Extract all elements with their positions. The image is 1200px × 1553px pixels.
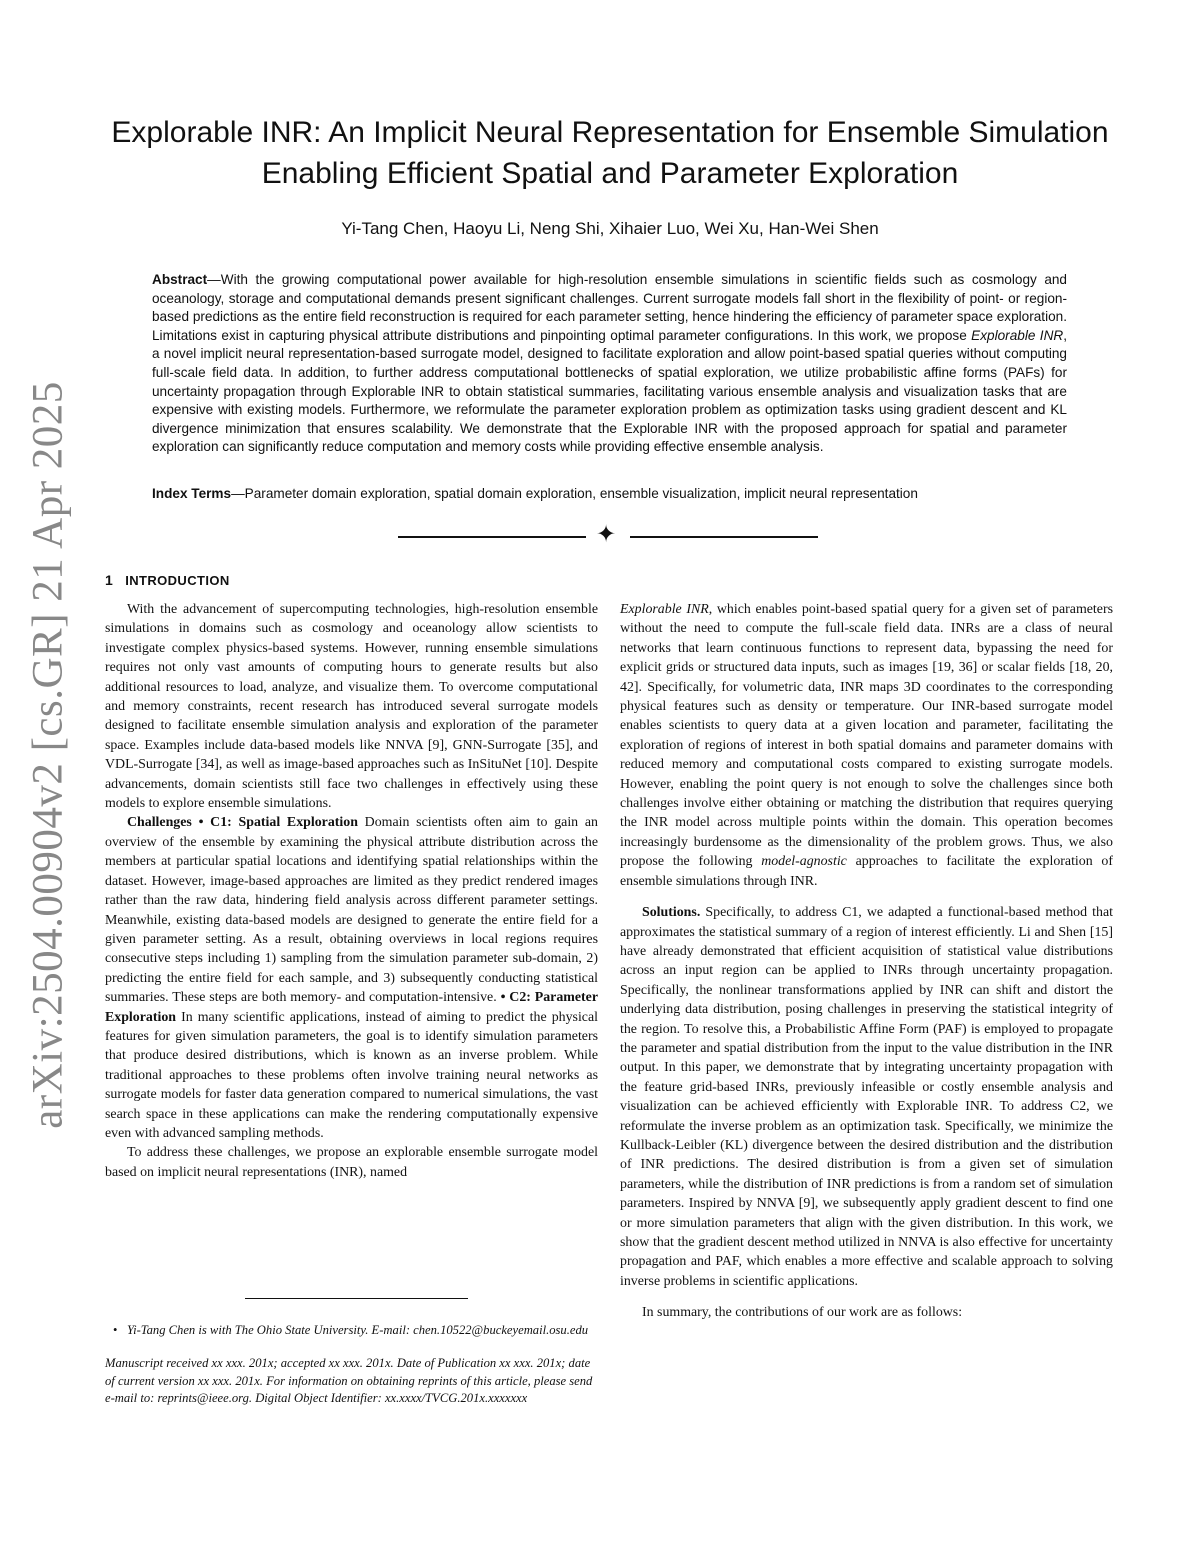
intro-paragraph-3: To address these challenges, we propose an explorable ensemble surrogate model based on implicit neural representations (INR), named (105, 1145, 598, 1180)
arxiv-side-stamp: arXiv:2504.00904v2 [cs.GR] 21 Apr 2025 (24, 381, 72, 1129)
section-number: 1 (105, 572, 114, 588)
solutions-text: Specifically, to address C1, we adapted a functional-based method that approximates the statistical summary of a region of interest efficiently. Li and Shen [15] have already demonstrated that efficient acquisition of statistical value distributions across an input region can be applied to INRs through uncertainty propagation. Specifically, the nonlinear transformations applied by INR can shift and distort the underlying data distribution, posing challenges in preserving the statistical integrity of the region. To resolve this, a Probabilistic Affine Form (PAF) is employed to propagate the parameter and spatial distribution from the input to the value distribution in the INR output. In this paper, we demonstrate that by integrating uncertainty propagation with the feature grid-based INRs, previously infeasible or costly ensemble analysis and visualization can be achieved efficiently with Explorable INR. To address C2, we reformulate the inverse problem as an optimization task. Specifically, we minimize the Kullback-Leibler (KL) divergence between the desired distribution and the distribution of INR predictions. The desired distribution is from a given set of simulation parameters, while the distribution of INR predictions is from a random set of simulation parameters. Inspired by NNVA [9], we subsequently apply gradient descent to find one or more simulation parameters that align with the given distribution. In this work, we show that the gradient descent method utilized in NNVA is also effective for uncertainty propagation and PAF, which enables a more effective and scalable approach to solving inverse problems in scientific applications. (620, 905, 1113, 1289)
challenge-c1-heading: Challenges • C1: Spatial Exploration (127, 815, 358, 831)
intro-paragraph-challenges (105, 813, 598, 1143)
index-terms (152, 485, 1067, 504)
footnote-affiliation-text: Yi-Tang Chen is with The Ohio State University. E-mail: chen.10522@buckeyemail.osu.edu (127, 1323, 589, 1337)
index-terms-text: —Parameter domain exploration, spatial domain exploration, ensemble visualization, implicit neural representation (231, 486, 918, 501)
right-paragraph-1 (620, 600, 1113, 891)
right-column (620, 600, 1113, 1323)
divider-line-left (398, 536, 586, 538)
footnote-affiliation (105, 1322, 598, 1339)
paper-title: Explorable INR: An Implicit Neural Representation for Ensemble Simulation Enabling Efficient Spatial and Parameter Exploration (111, 116, 1109, 190)
section-title: INTRODUCTION (125, 573, 230, 588)
challenge-c2-heading: • C2: Parameter Exploration (105, 990, 598, 1025)
solutions-paragraph (620, 903, 1113, 1291)
challenge-c2-text: In many scientific applications, instead of aiming to predict the physical features for given simulation parameters, the goal is to identify simulation parameters that produce desired distributions, which is known as an inverse problem. While traditional approaches to these problems often involve training neural networks as surrogate models for faster data generation compared to numerical simulations, the vast search space in these applications can make the rendering computationally expensive even with advanced sampling methods. (105, 1009, 598, 1141)
right-emphasis-model-agnostic: model-agnostic (761, 854, 847, 870)
intro-paragraph-1: With the advancement of supercomputing technologies, high-resolution ensemble simulations in domains such as cosmology and oceanology allow scientists to investigate complex physics-based systems. However, running ensemble simulations requires not only vast amounts of computing hours to generate results but also additional resources to load, analyze, and visualize them. To overcome computational and memory constraints, recent research has introduced several surrogate models designed to facilitate ensemble simulation analysis and exploration of the parameter space. Examples include data-based models like NNVA [9], GNN-Surrogate [35], and VDL-Surrogate [34], as well as image-based approaches such as InSituNet [10]. Despite advancements, domain scientists still face two challenges in effectively using these models to explore ensemble simulations. (105, 602, 598, 812)
summary-paragraph: In summary, the contributions of our work are as follows: (642, 1305, 963, 1321)
solutions-heading: Solutions. (642, 905, 701, 921)
author-list: Yi-Tang Chen, Haoyu Li, Neng Shi, Xihaier Luo, Wei Xu, Han-Wei Shen (341, 219, 879, 238)
right-paragraph-1-text: , which enables point-based spatial query for a given set of parameters without the need to compute the full-scale field data. INRs are a class of neural networks that learn continuous functions to represent data, bypassing the need for explicit grids or structured data inputs, such as images [19, 36] or scalar fields [18, 20, 42]. Specifically, for volumetric data, INR maps 3D coordinates to the corresponding physical features such as density or temperature. Our INR-based surrogate model enables scientists to query data at a given location and parameter, facilitating the exploration of regions of interest in both spatial domains and parameter domains with reduced memory and computational costs compared to existing surrogate models. However, enabling the point query is not enough to solve the challenges since both challenges involve either obtaining or matching the distribution that requires querying the INR model across multiple points within the domain. This operation becomes increasingly burdensome as the dimensionality of the problem grows. Thus, we also propose the following (620, 602, 1113, 870)
right-paragraph-1-end: approaches to facilitate the exploration of ensemble simulations through INR. (620, 854, 1113, 889)
index-terms-label: Index Terms (152, 486, 232, 501)
footnote-manuscript: Manuscript received xx xxx. 201x; accepted xx xxx. 201x. Date of Publication xx xxx. 201x; date of current version xx xxx. 201x. For information on obtaining reprints of this article, please send e-mail to: reprints@ieee.org. Digital Object Identifier: xx.xxxx/TVCG.201x.xxxxxxx (105, 1356, 593, 1406)
footnote-rule (245, 1298, 468, 1299)
section-heading-introduction (105, 572, 230, 588)
abstract-emphasis: Explorable INR (971, 327, 1064, 343)
divider-star-icon: ✦ (596, 522, 617, 548)
right-emphasis-explorable-inr: Explorable INR (620, 602, 709, 617)
divider-line-right (630, 536, 818, 538)
left-column (105, 600, 598, 1182)
footnotes (105, 1322, 598, 1408)
abstract (152, 271, 1067, 457)
abstract-text: —With the growing computational power available for high-resolution ensemble simulations in scientific fields such as cosmology and oceanology, storage and computational demands present significant challenges. Current surrogate models fall short in the flexibility of point- or region-based predictions as the entire field reconstruction is required for each parameter setting, hence hindering the efficiency of parameter space exploration. Limitations exist in capturing physical attribute distributions and pinpointing optimal parameter configurations. In this work, we propose (152, 272, 1067, 343)
challenge-c1-text: Domain scientists often aim to gain an overview of the ensemble by examining the physical attribute distribution across the members at particular spatial locations and identifying spatial relationships within the dataset. However, image-based approaches are limited as they predict rendered images rather than the raw data, hindering field analysis across different parameter settings. Meanwhile, existing data-based models are designed to generate the entire field for a given parameter setting. As a result, obtaining overviews in local regions requires consecutive steps including 1) sampling from the simulation parameter sub-domain, 2) predicting the entire field for each sample, and 3) subsequently conducting statistical summaries. These steps are both memory- and computation-intensive. (105, 815, 598, 1006)
abstract-label: Abstract (152, 272, 208, 287)
section-divider (398, 522, 818, 548)
footnote-bullet: • (113, 1323, 118, 1337)
abstract-text-continued: , a novel implicit neural representation-based surrogate model, designed to facilitate exploration and allow point-based spatial queries without computing full-scale field data. In addition, to further address computational bottlenecks of spatial exploration, we utilize probabilistic affine forms (PAFs) for uncertainty propagation through Explorable INR to obtain statistical summaries, facilitating various ensemble analysis and visualization tasks that are expensive with existing models. Furthermore, we reformulate the parameter exploration problem as optimization tasks using gradient descent and KL divergence minimization that ensures scalability. We demonstrate that the Explorable INR with the proposed approach for spatial and parameter exploration can significantly reduce computation and memory costs while providing effective ensemble analysis. (152, 327, 1068, 455)
